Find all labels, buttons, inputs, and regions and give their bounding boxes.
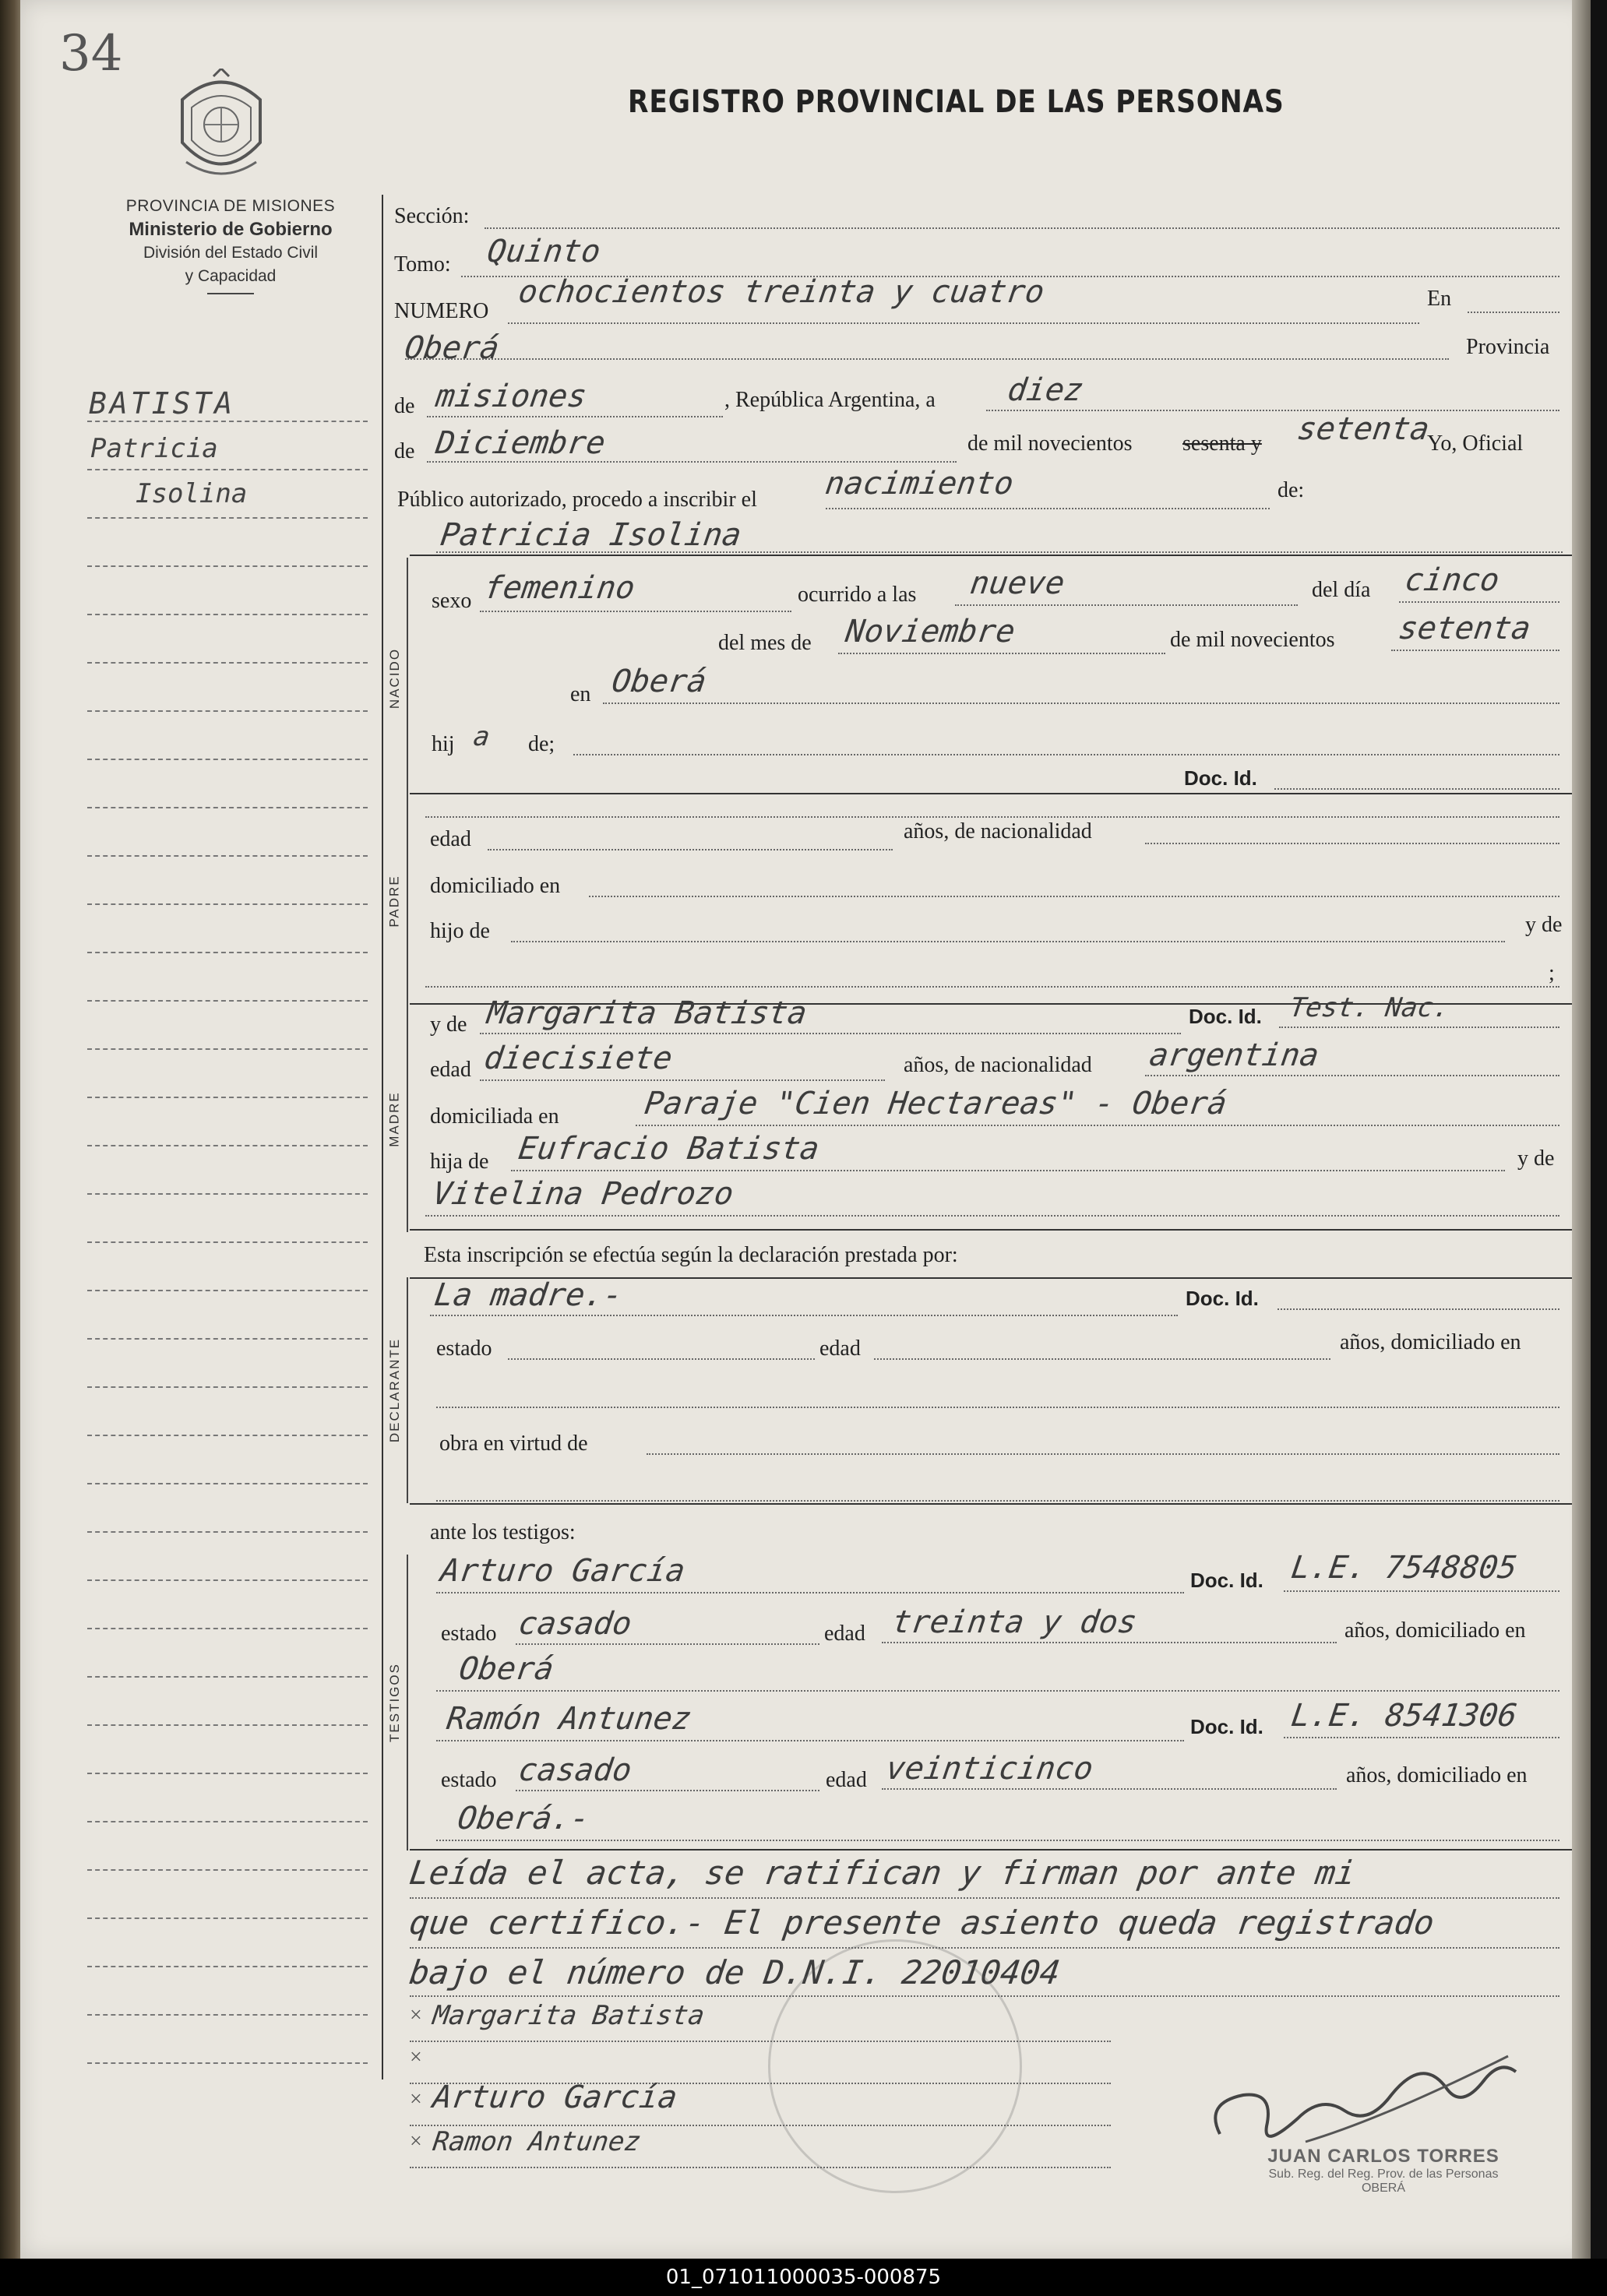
margin-line bbox=[87, 1338, 368, 1340]
margin-line bbox=[87, 807, 368, 808]
margin-line bbox=[87, 1676, 368, 1678]
madre-nacionalidad: argentina bbox=[1147, 1037, 1321, 1073]
place-value: Oberá bbox=[402, 330, 502, 366]
padre-edad-label: edad bbox=[430, 827, 471, 851]
testigo2-doc: L.E. 8541306 bbox=[1288, 1698, 1520, 1734]
closing-line-1: Leída el acta, se ratifican y firman por ante mi bbox=[407, 1854, 1359, 1892]
rule-after-declarante bbox=[410, 1503, 1574, 1505]
madre-anios-label: años, de nacionalidad bbox=[904, 1053, 1092, 1077]
margin-line bbox=[87, 1483, 368, 1484]
lugar-line bbox=[603, 703, 1559, 704]
margin-line bbox=[87, 710, 368, 712]
margin-line bbox=[87, 1773, 368, 1774]
margin-line bbox=[87, 1048, 368, 1050]
de2-label: de bbox=[394, 439, 415, 463]
testigo2-edad-line bbox=[882, 1788, 1337, 1790]
sign-mark-1: × bbox=[410, 2003, 422, 2027]
declarante-domicilio-line bbox=[436, 1407, 1559, 1408]
hora-line bbox=[955, 604, 1298, 606]
sexo-line bbox=[480, 611, 791, 612]
margin-line bbox=[87, 1435, 368, 1436]
padre-hijo-line bbox=[511, 941, 1505, 942]
padre-domicilio-line bbox=[589, 896, 1559, 897]
dia-line bbox=[1399, 601, 1559, 603]
official-title: Sub. Reg. del Reg. Prov. de las Personas bbox=[1268, 2167, 1499, 2181]
testigo1-edad: treinta y dos bbox=[890, 1604, 1140, 1640]
testigo1-docid-label: Doc. Id. bbox=[1190, 1569, 1263, 1592]
madre-madre: Vitelina Pedrozo bbox=[430, 1176, 736, 1212]
yo-label: Yo, Oficial bbox=[1427, 431, 1524, 456]
padre-domicilio-label: domiciliado en bbox=[430, 874, 561, 898]
closing-rule-1 bbox=[410, 1897, 1559, 1899]
madre-frame bbox=[407, 1006, 408, 1232]
month-line bbox=[427, 461, 957, 463]
official-place: OBERÁ bbox=[1361, 2182, 1405, 2195]
hij-line bbox=[573, 754, 1559, 755]
de-label: de bbox=[394, 394, 415, 418]
register-page bbox=[20, 0, 1591, 2259]
seccion-line bbox=[485, 227, 1559, 229]
madre-edad-value: diecisiete bbox=[481, 1041, 675, 1076]
provincial-seal-icon bbox=[167, 69, 276, 193]
testigo1-estado-line bbox=[516, 1643, 819, 1645]
margin-name-1: Patricia bbox=[90, 433, 218, 464]
year-prefix-label: de mil novecientos bbox=[967, 431, 1133, 456]
rule-after-madre bbox=[410, 1229, 1574, 1231]
year-value: setenta bbox=[1295, 411, 1432, 447]
testigo2-nombre: Ramón Antunez bbox=[444, 1701, 694, 1737]
mes-label: del mes de bbox=[718, 631, 812, 655]
margin-line bbox=[87, 2014, 368, 2016]
madre-docid-value: Test. Nac. bbox=[1288, 992, 1452, 1023]
sign-mark-2: × bbox=[410, 2045, 422, 2069]
madre-nac-line bbox=[1145, 1075, 1559, 1076]
padre-semicolon: ; bbox=[1549, 961, 1555, 985]
testigo2-anios-label: años, domiciliado en bbox=[1346, 1763, 1528, 1787]
declarante-intro: Esta inscripción se efectúa según la declaración prestada por: bbox=[424, 1243, 958, 1267]
margin-line bbox=[87, 1241, 368, 1243]
sign-mark-3: × bbox=[410, 2087, 422, 2111]
testigos-intro: ante los testigos: bbox=[430, 1520, 576, 1544]
margin-line bbox=[87, 1869, 368, 1871]
tomo-value: Quinto bbox=[485, 234, 603, 269]
declarante-docid-label: Doc. Id. bbox=[1186, 1287, 1259, 1310]
declarante-estado-label: estado bbox=[436, 1336, 492, 1361]
file-id-footer: 01_071011000035-000875 bbox=[0, 2259, 1607, 2296]
seccion-label: Sección: bbox=[394, 204, 470, 228]
official-name: JUAN CARLOS TORRES bbox=[1267, 2146, 1500, 2167]
margin-name-2: Isolina bbox=[136, 478, 248, 509]
signature-1: Margarita Batista bbox=[431, 2000, 707, 2031]
madre-edad-label: edad bbox=[430, 1058, 471, 1082]
day-line bbox=[986, 410, 1559, 411]
republica-label: , República Argentina, a bbox=[724, 388, 936, 412]
declarante-frame bbox=[407, 1277, 408, 1503]
closing-line-2: que certifico.- El presente asiento queda registrado bbox=[407, 1903, 1437, 1942]
madre-padre: Eufracio Batista bbox=[516, 1131, 822, 1167]
testigo2-estado-label: estado bbox=[441, 1768, 497, 1792]
testigo2-domicilio-line bbox=[436, 1840, 1559, 1841]
nacido-docid-line bbox=[1274, 788, 1559, 790]
margin-line bbox=[87, 614, 368, 615]
testigo1-nombre: Arturo García bbox=[438, 1553, 688, 1589]
provincia-line bbox=[427, 416, 723, 417]
act-line bbox=[826, 508, 1270, 509]
padre-frame bbox=[407, 796, 408, 1006]
madre-padre-line bbox=[511, 1170, 1505, 1171]
margin-line bbox=[87, 1724, 368, 1726]
testigo1-edad-label: edad bbox=[824, 1622, 865, 1646]
sexo-value: femenino bbox=[481, 570, 637, 606]
hora-value: nueve bbox=[967, 565, 1067, 601]
margin-line bbox=[87, 1145, 368, 1146]
margin-line bbox=[87, 565, 368, 567]
testigo2-nombre-line bbox=[436, 1740, 1184, 1741]
de3-label: de: bbox=[1277, 478, 1305, 502]
testigo1-estado-label: estado bbox=[441, 1622, 497, 1646]
declarante-extra-line bbox=[436, 1500, 1559, 1502]
madre-hija-label: hija de bbox=[430, 1150, 489, 1174]
declarante-section-label: DECLARANTE bbox=[387, 1337, 402, 1443]
margin-line bbox=[87, 855, 368, 857]
dia-label: del día bbox=[1312, 578, 1371, 602]
numero-line bbox=[508, 322, 1419, 324]
madre-nombre-line bbox=[480, 1033, 1181, 1034]
issuing-authority bbox=[67, 195, 394, 294]
nacido-docid-label: Doc. Id. bbox=[1184, 766, 1257, 790]
madre-section-label: MADRE bbox=[387, 1091, 402, 1147]
declarante-edad-label: edad bbox=[819, 1336, 861, 1361]
testigo1-doc: L.E. 7548805 bbox=[1288, 1550, 1520, 1586]
signature-3: Arturo García bbox=[430, 2079, 680, 2115]
authority-division: División del Estado Civil bbox=[143, 244, 319, 262]
child-name: Patricia Isolina bbox=[438, 517, 744, 553]
madre-nombre: Margarita Batista bbox=[485, 995, 809, 1031]
provincia-value: misiones bbox=[433, 379, 589, 414]
testigo2-edad-label: edad bbox=[826, 1768, 867, 1792]
authority-province: PROVINCIA DE MISIONES bbox=[125, 197, 336, 215]
day-value: diez bbox=[1005, 372, 1086, 408]
margin-line bbox=[87, 2062, 368, 2064]
madre-domicilio-line bbox=[636, 1125, 1559, 1126]
padre-name-line bbox=[425, 816, 1559, 818]
child-name-line bbox=[436, 551, 1563, 553]
sexo-label: sexo bbox=[432, 589, 472, 613]
testigo2-doc-line bbox=[1284, 1737, 1559, 1738]
en-label: En bbox=[1427, 287, 1452, 311]
official-seal bbox=[1235, 2146, 1531, 2196]
nacido-section-label: NACIDO bbox=[387, 647, 402, 710]
margin-line bbox=[87, 1628, 368, 1629]
testigo1-estado: casado bbox=[516, 1606, 634, 1642]
page-title: REGISTRO PROVINCIAL DE LAS PERSONAS bbox=[628, 84, 1285, 120]
en-label-nacido: en bbox=[570, 682, 591, 706]
margin-line bbox=[87, 1966, 368, 1967]
lugar-value: Oberá bbox=[609, 664, 709, 699]
madre-madre-line bbox=[425, 1215, 1559, 1217]
signature-line-4 bbox=[410, 2167, 1111, 2168]
margin-line bbox=[87, 1097, 368, 1098]
declarante-anios-label: años, domiciliado en bbox=[1340, 1330, 1521, 1354]
mes-value: Noviembre bbox=[843, 614, 1017, 650]
registry-stamp-icon bbox=[768, 1939, 1022, 2193]
margin-line bbox=[87, 1579, 368, 1581]
anio-value: setenta bbox=[1396, 611, 1533, 646]
mes-line bbox=[838, 653, 1165, 654]
dia-value: cinco bbox=[1402, 562, 1502, 598]
page-number: 34 bbox=[59, 25, 123, 83]
hij-label: hij bbox=[432, 732, 455, 756]
padre-extra-line bbox=[425, 986, 1559, 988]
padre-edad-line bbox=[488, 849, 893, 850]
page-right-edge bbox=[1572, 0, 1591, 2259]
testigo1-anios-label: años, domiciliado en bbox=[1344, 1618, 1526, 1643]
closing-rule-2 bbox=[410, 1947, 1559, 1949]
closing-line-3: bajo el número de D.N.I. 22010404 bbox=[407, 1953, 1063, 1991]
padre-section-label: PADRE bbox=[387, 875, 402, 928]
authority-capacity: y Capacidad bbox=[185, 267, 277, 285]
madre-yde-label: y de bbox=[430, 1012, 467, 1037]
rule-after-name bbox=[410, 555, 1574, 556]
padre-nac-line bbox=[1145, 843, 1559, 844]
nacido-frame bbox=[407, 558, 408, 799]
madre-domicilio-label: domiciliada en bbox=[430, 1104, 559, 1129]
madre-domicilio: Paraje "Cien Hectareas" - Oberá bbox=[642, 1086, 1229, 1122]
signature-line-1 bbox=[410, 2041, 1111, 2042]
publico-label: Público autorizado, procedo a inscribir el bbox=[397, 488, 757, 512]
margin-line bbox=[87, 662, 368, 664]
testigo2-docid-label: Doc. Id. bbox=[1190, 1715, 1263, 1738]
numero-value: ochocientos treinta y cuatro bbox=[516, 274, 1047, 310]
provincia-label: Provincia bbox=[1466, 335, 1550, 359]
testigo1-domicilio: Oberá bbox=[456, 1651, 556, 1687]
testigo1-domicilio-line bbox=[436, 1690, 1559, 1692]
month-value: Diciembre bbox=[433, 425, 608, 461]
madre-edad-line bbox=[480, 1079, 885, 1081]
margin-line bbox=[87, 1821, 368, 1822]
margin-line bbox=[87, 1917, 368, 1919]
margin-surname: BATISTA bbox=[89, 386, 236, 421]
declarante-obra-label: obra en virtud de bbox=[439, 1431, 588, 1456]
testigos-section-label: TESTIGOS bbox=[387, 1663, 402, 1742]
margin-line bbox=[87, 952, 368, 953]
year-struck: sesenta y bbox=[1182, 431, 1262, 456]
margin-line bbox=[87, 1290, 368, 1291]
testigo2-estado-line bbox=[516, 1790, 819, 1791]
authority-ministry: Ministerio de Gobierno bbox=[129, 219, 333, 240]
authority-underline bbox=[207, 293, 254, 294]
testigos-frame bbox=[407, 1555, 408, 1851]
declarante-estado-line bbox=[508, 1358, 815, 1360]
hij-de-label: de; bbox=[528, 732, 555, 756]
margin-line bbox=[87, 469, 368, 470]
act-value: nacimiento bbox=[823, 466, 1017, 502]
margin-line bbox=[87, 1531, 368, 1533]
hij-value: a bbox=[471, 721, 492, 752]
signature-4: Ramon Antunez bbox=[431, 2126, 643, 2157]
margin-line bbox=[87, 903, 368, 905]
testigo1-doc-line bbox=[1284, 1590, 1559, 1592]
ocurrido-label: ocurrido a las bbox=[798, 583, 917, 607]
margin-line bbox=[87, 1386, 368, 1388]
declarante-nombre: La madre.- bbox=[432, 1277, 626, 1313]
padre-hijo-label: hijo de bbox=[430, 919, 490, 943]
padre-anios-label: años, de nacionalidad bbox=[904, 819, 1092, 843]
margin-line bbox=[87, 1000, 368, 1002]
padre-yde-label: y de bbox=[1525, 913, 1563, 937]
tomo-label: Tomo: bbox=[394, 252, 451, 276]
margin-line bbox=[87, 1193, 368, 1195]
en-line bbox=[1468, 312, 1559, 313]
madre-yde2-label: y de bbox=[1517, 1146, 1555, 1171]
madre-docid-line bbox=[1279, 1027, 1559, 1028]
testigo2-domicilio: Oberá.- bbox=[455, 1801, 592, 1836]
place-line bbox=[405, 358, 1449, 360]
rule-after-testigos bbox=[410, 1849, 1574, 1851]
declarante-docid-line bbox=[1277, 1308, 1559, 1310]
margin-line bbox=[87, 759, 368, 760]
testigo1-edad-line bbox=[882, 1642, 1337, 1643]
anio-line bbox=[1391, 650, 1559, 651]
testigo1-nombre-line bbox=[436, 1592, 1184, 1593]
declarante-obra-line bbox=[647, 1453, 1559, 1455]
margin-line bbox=[87, 517, 368, 519]
declarante-edad-line bbox=[874, 1358, 1330, 1360]
margin-line bbox=[87, 421, 368, 422]
madre-docid-label: Doc. Id. bbox=[1189, 1005, 1262, 1028]
testigo2-estado: casado bbox=[516, 1752, 634, 1788]
declarante-nombre-line bbox=[430, 1315, 1178, 1316]
rule-after-nacido bbox=[410, 793, 1574, 794]
testigo2-edad: veinticinco bbox=[883, 1751, 1096, 1787]
anio-label: de mil novecientos bbox=[1170, 628, 1335, 652]
sign-mark-4: × bbox=[410, 2129, 422, 2153]
numero-label: NUMERO bbox=[394, 299, 489, 323]
